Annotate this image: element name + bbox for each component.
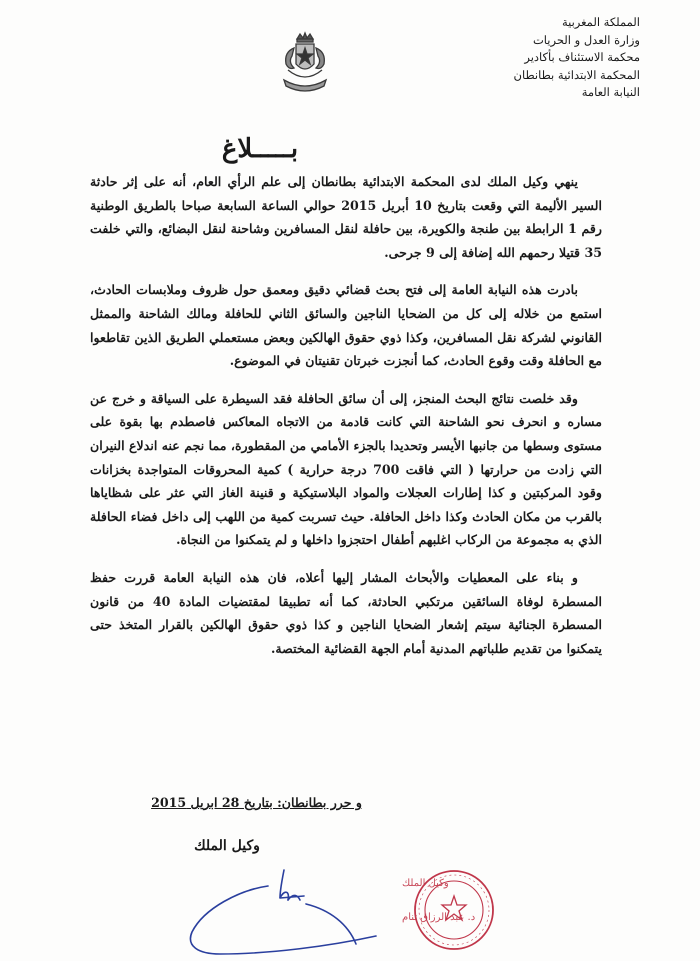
header-first-instance-court: المحكمة الابتدائية بطانطان — [513, 67, 640, 82]
signatory-title: وكيل الملك — [194, 838, 260, 854]
moroccan-coat-of-arms-icon — [270, 30, 340, 100]
stamp-role-text: وكيل الملك — [402, 878, 449, 889]
document-title: بـــــلاغ — [221, 134, 299, 164]
paragraph-investigation: بادرت هذه النيابة العامة إلى فتح بحث قضائي دقيق ومعمق حول ظروف وملابسات الحادث، استمع من خلاله إلى كل من الضحايا الناجين والسائق الثاني للحافلة ومالك الشاحنة والممثل القانوني لشركة نقل المسافرين، وكذا ذوي حقوق الهالكين وبعض مستعملي الطريق الذين تقاطعوا مع الحافلة وقت وقوع الحادث، كما أنجزت خبرتان تقنيتان في الموضوع. — [90, 282, 602, 369]
handwritten-signature-icon — [180, 850, 476, 960]
header-court-of-appeal: محكمة الاستئناف بأكادير — [524, 50, 640, 64]
paragraph-accident-details: ينهي وكيل الملك لدى المحكمة الابتدائية بطانطان إلى علم الرأي العام، أنه على إثر حادثة السير الأليمة التي وقعت بتاريخ 10 أبريل 2015 حوالي الساعة السابعة صباحا بالطريق الوطنية رقم 1 الرابطة بين طنجة والكويرة، بين حافلة لنقل المسافرين وشاحنة لنقل البضائع، والتي خلفت 35 قتيلا رحمهم الله إضافة إلى 9 جرحى. — [90, 174, 602, 260]
header-ministry: وزارة العدل و الحريات — [532, 32, 640, 47]
paragraph-decision: و بناء على المعطيات والأبحاث المشار إليها أعلاه، فان هذه النيابة العامة قررت حفظ المسطرة لوفاة السائقين مرتكبي الحادثة، كما أنه تطبيقا لمقتضيات المادة 40 من قانون المسطرة الجنائية سيتم إشعار الضحايا الناجين و كذا ذوي حقوق الهالكين بالقرار المتخذ حتى يتمكنوا من تقديم طلباتهم المدنية أمام الجهة القضائية المختصة. — [90, 569, 602, 656]
header-kingdom: المملكة المغربية — [561, 15, 640, 29]
official-round-stamp-icon — [412, 868, 496, 952]
communique-body — [90, 170, 602, 674]
issuing-authority-header — [430, 14, 640, 102]
stamp-name-text: د. عبد الرزاق تنام — [402, 912, 476, 923]
paragraph-findings: وقد خلصت نتائج البحث المنجز، إلى أن سائق الحافلة فقد السيطرة على السياقة و خرج عن مساره و انحرف نحو الشاحنة التي كانت قادمة من الاتجاه المعاكس فاصطدم بها بقوة على مستوى وسطها من جانبها الأيسر وتحديدا بالجزء الأمامي من المقطورة، مما نجم عنه اندلاع النيران التي زادت من حرارتها ( التي فاقت 700 درجة حرارية ) كمية المحروقات المتواجدة بخزانات وقود المركبتين و كذا إطارات العجلات والمواد البلاستيكية و قنينة الغاز التي عثر على شظاياها بالقرب من مكان الحادث وكذا داخل الحافلة. حيث تسربت كمية من اللهب إلى داخل فضاء الحافلة الذي به مجموعة من الركاب اغلبهم أطفال احتجزوا داخلها و لم يتمكنوا من النجاة. — [90, 390, 603, 548]
header-public-prosecution: النيابة العامة — [581, 85, 640, 99]
issue-date-line: و حرر بطانطان: بتاريخ 28 ابريل 2015 — [151, 795, 362, 810]
